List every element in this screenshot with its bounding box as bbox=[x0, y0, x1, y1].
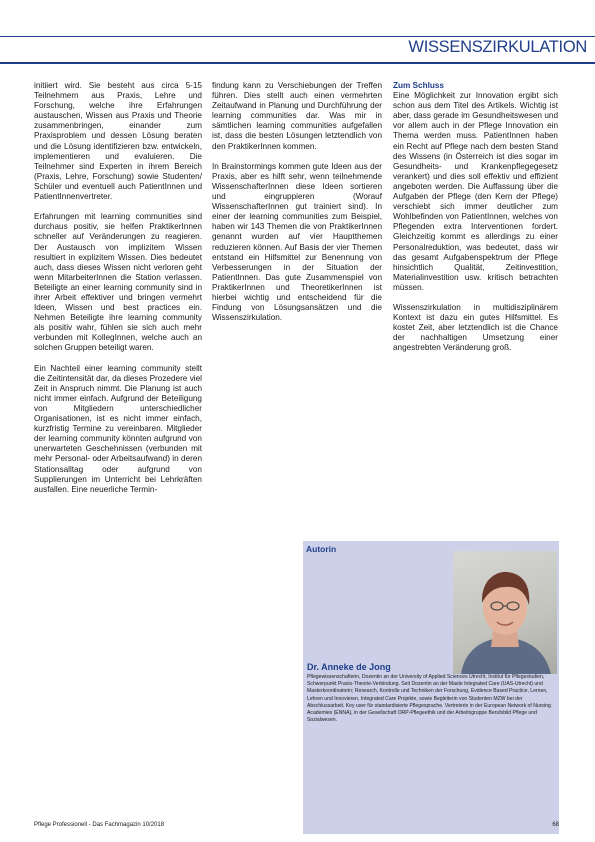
author-photo bbox=[453, 551, 557, 674]
column-2-paragraph-2: In Brainstormings kommen gute Ideen aus der Praxis, aber es hilft sehr, wenn teilnehmende WissenschafterInnen diese Ideen sortieren und eingruppieren (Worauf WissenschafterInnen gut trainiert sind). In einer der learning communities zum Beispiel, haben wir 143 Themen die von PraktikerInnen genannt wurden auf vier Hauptthemen reduzieren können. Auf Basis der vier Themen entstand ein Hilfsmittel zur Benennung von Verbesserungen in der Situation der PatientInnen. Das gute Zusammenspiel von PraktikerInnen und TheoretikerInnen ist hierbei wichtig und entscheidend für die Findung von Lösungsansätzen und die Wissenszirkulation. bbox=[212, 161, 382, 323]
footer-publication: Pflege Professionell - Das Fachmagazin 10/2018 bbox=[34, 822, 165, 828]
column-1-paragraph-3: Ein Nachteil einer learning community stellt die Zeitintensität dar, da dieses Prozedere viel Zeit in Anspruch nimmt. Die Planung ist auch nicht immer einfach. Aufgrund der Beteiligung von Mitgliedern unterschiedlicher Organisationen, ist es nicht immer einfach, kurzfristig Termine zu vereinbaren. Mitglieder der learning community könnten aufgrund von unerwarteten Geschehnissen (verbunden mit mehr Personal- oder Arbeitsaufwand) in deren Stationsalltag oder aufgrund von Supplierungen im Unterricht bei Lehrkräften ausfallen. Eine neuerliche Termin- bbox=[34, 363, 202, 494]
author-name: Dr. Anneke de Jong bbox=[307, 662, 391, 672]
column-1-paragraph-2: Erfahrungen mit learning communities sind durchaus positiv, sie helfen PraktikerInnen schneller auf Veränderungen zu reagieren. Der Austausch von implizitem Wissen resultiert in explizitem Wissen. Dies bedeutet auch, dass dieses Wissen nicht verloren geht wenn MitarbeiterInnen die Station verlassen. Beteiligte an einer learning community sind in ihrer Arbeit effektiver und bringen vermehrt Ideen, Wissen und best practices ein. Nehmen Beteiligte ihre learning community als positiv wahr, fühlen sie sich auch mehr verbunden mit KollegInnen, welche auch an solchen Gruppen beteiligt waren. bbox=[34, 212, 202, 353]
header-bottom-rule bbox=[0, 62, 595, 64]
column-2 bbox=[212, 81, 382, 333]
conclusion-heading: Zum Schluss bbox=[393, 81, 444, 90]
column-3-paragraph-2: Wissenszirkulation in multidisziplinärem Kontext ist dazu ein gutes Hilfsmittel. Es kostet Zeit, aber letztendlich ist die Chance der nachhaltigen Umsetzung einer angestrebten Veränderung groß. bbox=[393, 303, 558, 353]
footer-page-number: 68 bbox=[552, 822, 559, 828]
author-portrait-illustration bbox=[453, 551, 557, 674]
column-2-paragraph-1: findung kann zu Verschiebungen der Treffen führen. Dies stellt auch einen vermehrten Zeitaufwand in Planung und Durchführung der learning communities dar. Was mir in sämtlichen learning communities aufgefallen ist, dass die besten Lösungen letztendlich von den PraktikerInnen kommen. bbox=[212, 81, 382, 151]
section-title: WISSENSZIRKULATION bbox=[408, 38, 587, 56]
column-3-paragraph-1: Eine Möglichkeit zur Innovation ergibt sich schon aus dem Titel des Artikels. Wichtig ist aber, dass gerade im Gesundheitswesen und vor allem auch in der Pflege Innovation ein Thema werden muss. PatientInnen haben ein Recht auf Pflege nach dem besten Stand des Wissens (in Österreich ist dies sogar im Gesundheits- und Krankenpflegegesetz verankert) und dies soll effektiv und effizient angeboten werden. Die Auffassung über die Aufgaben der Pflege (den Kern der Pflege) verschiebt sich immer deutlicher zum Wohlbefinden von PatientInnen, welches von Pflegenden extra Interventionen fordert. Gleichzeitig kommt es allerdings zu einer Personalreduktion, was bedeutet, dass wir das gesamt Aufgabenspektrum der Pflege hinsichtlich Qualität, Zeitinvestition, Materialinvestition usw. kritisch betrachten müssen. bbox=[393, 91, 558, 292]
author-label: Autorin bbox=[306, 544, 337, 554]
author-box bbox=[303, 541, 559, 834]
column-1-paragraph-1: initiiert wird. Sie besteht aus circa 5-15 Teilnehmern aus Praxis, Lehre und Forschung, welche ihre Erfahrungen austauschen, Wissen aus Praxis und Theorie zusammenbringen, einander zum Praxisproblem und dessen Lösung beraten und die Lösung identifizieren bzw. entwickeln, implementieren und evaluieren. Die Teilnehmer sind Experten in ihrem Bereich (Praxis, Lehre, Forschung) sowie Studenten/ Schüler und eventuell auch PatientInnen und PatientInnenvertreter. bbox=[34, 81, 202, 202]
column-1 bbox=[34, 81, 202, 505]
author-bio: Pflegewissenschafterin, Dozentin an der University of Applied Sciences Utrecht, Institut für Pflegestudien, Schwerpunkt Praxis-Theorie-Verbindung. Seit Dozentin an der Maste Integrated Care (UAS-Utrecht) und Masterkoordinatorin; Research, Kontrolle und Techniken der Forschung, Evidence Based Practice, Lernen, Lehren und Innovieren, Integrated Care Projekte, sowie Begleiterin von Studenten MZW bei der Abschlussarbeit. Key user für standardisierte Pflegesprache. Vertreterin in der European Network of Nursing Academies (ENNA), in der Gesellschaft ORP-Pflegeethik und der Arbeitsgruppe Berufsbild Pflege und Sozialwesen. bbox=[307, 674, 551, 724]
column-3 bbox=[393, 81, 558, 364]
